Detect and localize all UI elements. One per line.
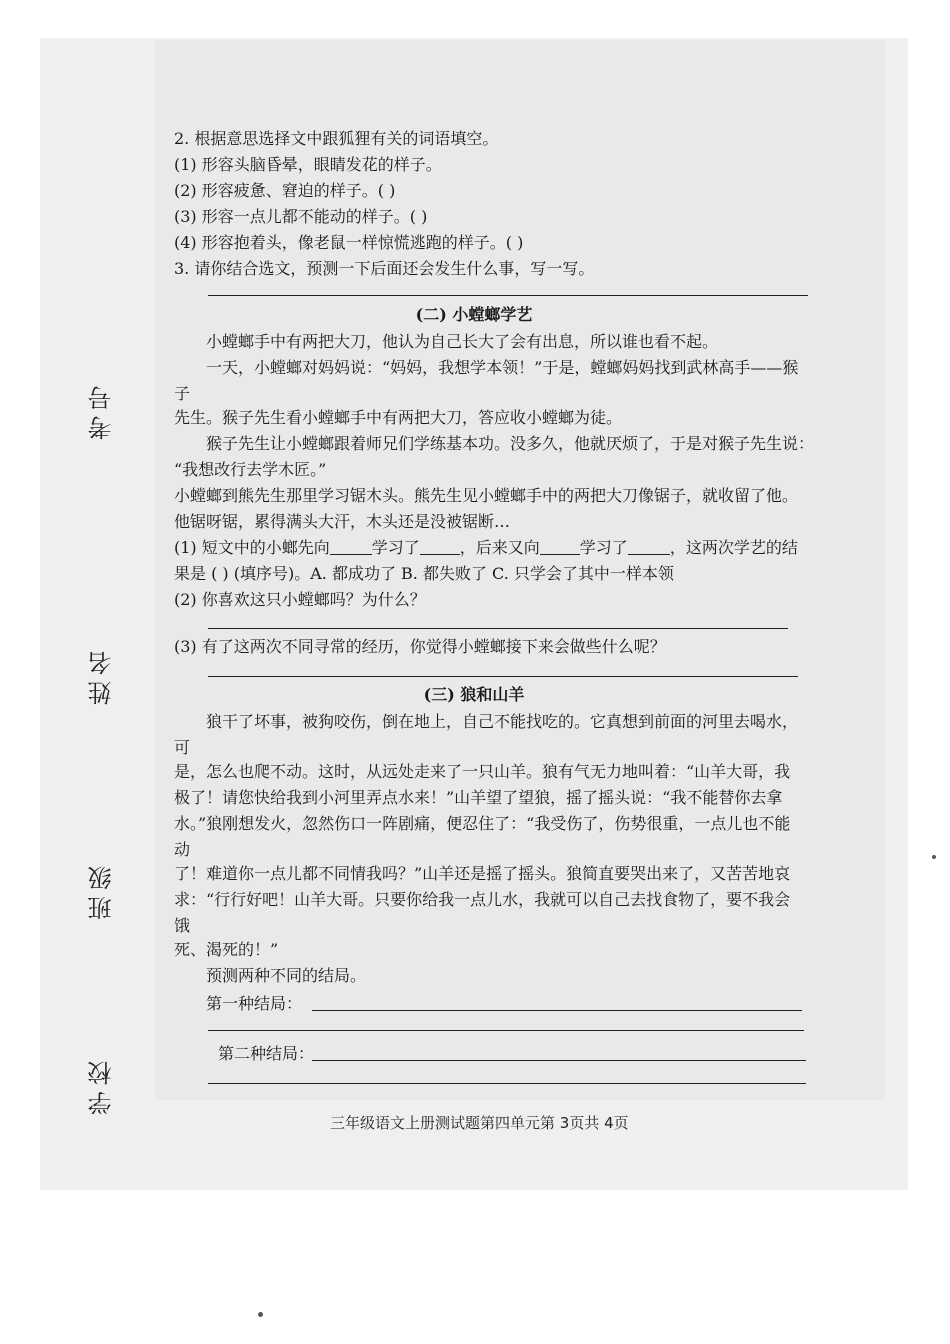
scan-speck (258, 1312, 263, 1317)
passage3-line-1: 狼干了坏事，被狗咬伤，倒在地上，自己不能找吃的。它真想到前面的河里去喝水， (206, 712, 799, 731)
passage2-q1-part-a: (1) 短文中的小螂先向 (174, 538, 330, 557)
ending-2-answer-line-2[interactable] (208, 1083, 806, 1084)
passage3-line-2: 可 (174, 738, 191, 757)
q2-item-2: (2) 形容疲惫、窘迫的样子。( ) (174, 181, 396, 200)
q2-item-4: (4) 形容抱着头，像老鼠一样惊慌逃跑的样子。( ) (174, 233, 524, 252)
passage2-line-3: 子 (174, 384, 191, 403)
passage2-line-4: 先生。猴子先生看小螳螂手中有两把大刀，答应收小螳螂为徒。 (174, 408, 623, 427)
passage2-line-7: 小螳螂到熊先生那里学习锯木头。熊先生见小螳螂手中的两把大刀像锯子，就收留了他。 (174, 486, 799, 505)
passage2-line-6: “我想改行去学木匠。” (174, 460, 327, 479)
ending-1-answer-line-2[interactable] (208, 1030, 804, 1031)
passage3-line-4: 极了！请您快给我到小河里弄点水来！”山羊望了望狼，摇了摇头说：“我不能替你去拿 (174, 788, 783, 807)
passage2-q3-answer-line[interactable] (208, 676, 798, 677)
passage2-q3: (3) 有了这两次不同寻常的经历，你觉得小螳螂接下来会做些什么呢？ (174, 637, 666, 656)
passage2-q1 (174, 537, 798, 559)
passage2-q2-answer-line[interactable] (208, 628, 788, 629)
scan-speck (932, 855, 936, 859)
q2-item-1: (1) 形容头脑昏晕，眼睛发花的样子。 (174, 155, 442, 174)
passage2-q1-blank-1[interactable] (330, 538, 372, 555)
passage2-line-5: 猴子先生让小螳螂跟着师兄们学练基本功。没多久，他就厌烦了，于是对猴子先生说： (206, 434, 815, 453)
passage2-q1-line-2: 果是 ( ) (填序号)。A. 都成功了 B. 都失败了 C. 只学会了其中一样本领 (174, 564, 674, 583)
ending-2-answer-line[interactable] (312, 1060, 806, 1061)
passage3-line-9: 饿 (174, 916, 191, 935)
passage2-q2: (2) 你喜欢这只小螳螂吗？为什么？ (174, 590, 426, 609)
side-label-xingming: 姓名 (88, 645, 116, 705)
passage2-q1-part-e: ，这两次学艺的结 (669, 538, 798, 557)
side-label-banji: 班级 (88, 860, 116, 920)
passage3-title: (三) 狼和山羊 (423, 685, 525, 704)
side-label-xuexiao: 学校 (88, 1055, 116, 1115)
passage2-q1-part-c: ，后来又向 (459, 538, 540, 557)
q3-answer-line[interactable] (208, 295, 808, 296)
passage2-line-2: 一天，小螳螂对妈妈说：“妈妈，我想学本领！”于是，螳螂妈妈找到武林高手——猴 (206, 358, 799, 377)
passage3-line-6: 动 (174, 840, 191, 859)
side-label-kaohao: 考号 (88, 380, 116, 440)
q2-title: 2. 根据意思选择文中跟狐狸有关的词语填空。 (174, 129, 499, 148)
q2-item-3: (3) 形容一点儿都不能动的样子。( ) (174, 207, 428, 226)
passage2-q1-blank-2[interactable] (420, 538, 460, 555)
ending-2-label: 第二种结局： (218, 1044, 315, 1063)
q3-title: 3. 请你结合选文，预测一下后面还会发生什么事，写一写。 (174, 259, 595, 278)
passage3-line-8: 求：“行行好吧！山羊大哥。只要你给我一点儿水，我就可以自己去找食物了，要不我会 (174, 890, 791, 909)
page-footer: 三年级语文上册测试题第四单元第 3页共 4页 (330, 1114, 629, 1132)
passage3-line-3: 是，怎么也爬不动。这时，从远处走来了一只山羊。狼有气无力地叫着：“山羊大哥，我 (174, 762, 791, 781)
passage2-q1-blank-3[interactable] (540, 538, 580, 555)
passage3-line-5: 水。”狼刚想发火，忽然伤口一阵剧痛，便忍住了：“我受伤了，伤势很重，一点儿也不能 (174, 814, 791, 833)
passage2-line-8: 他锯呀锯，累得满头大汗，木头还是没被锯断… (174, 512, 511, 531)
passage2-q1-blank-4[interactable] (628, 538, 670, 555)
passage2-q1-part-d: 学习了 (579, 538, 628, 557)
passage3-line-10: 死、渴死的！” (174, 940, 279, 959)
passage2-line-1: 小螳螂手中有两把大刀，他认为自己长大了会有出息，所以谁也看不起。 (206, 332, 719, 351)
passage2-title: (二) 小螳螂学艺 (415, 305, 533, 324)
ending-1-answer-line[interactable] (312, 1010, 802, 1011)
passage2-q1-part-b: 学习了 (371, 538, 420, 557)
passage3-predict: 预测两种不同的结局。 (206, 966, 367, 985)
ending-1-label: 第一种结局： (206, 994, 303, 1013)
passage3-line-7: 了！难道你一点儿都不同情我吗？”山羊还是摇了摇头。狼简直要哭出来了，又苦苦地哀 (174, 864, 791, 883)
